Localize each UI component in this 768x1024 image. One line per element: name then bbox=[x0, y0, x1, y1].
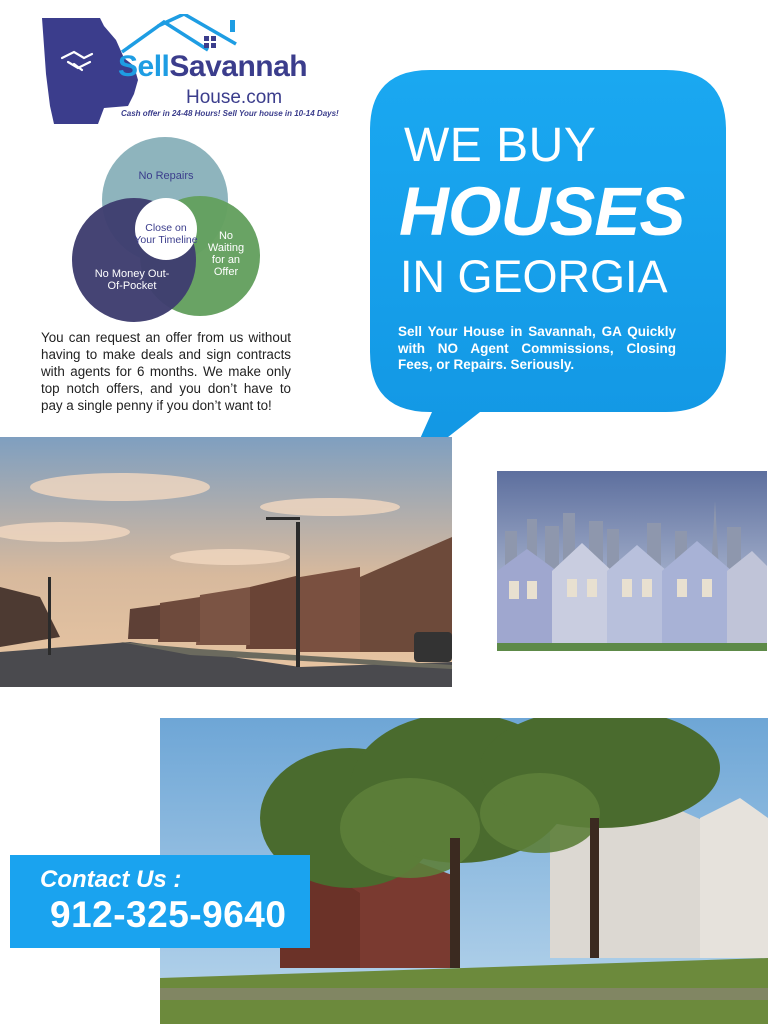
intro-paragraph: You can request an offer from us without having to make deals and sign contracts with agents for 6 months. We make only top notch offers, and you don’t have to pay a single penny if you don’t want to! bbox=[41, 330, 291, 413]
house-roof-icon bbox=[122, 14, 236, 52]
headline-subtext: Sell Your House in Savannah, GA Quickly with NO Agent Commissions, Closing Fees, or Repairs. Seriously. bbox=[398, 324, 676, 372]
contact-phone-link[interactable]: 912-325-9640 bbox=[50, 894, 287, 935]
headline-line3: IN GEORGIA bbox=[400, 251, 668, 302]
victorian-houses-photo bbox=[497, 471, 767, 651]
venn-label-left: No Money Out-Of-Pocket bbox=[94, 268, 170, 292]
contact-label: Contact Us : bbox=[40, 866, 182, 893]
logo-domain: House.com bbox=[186, 87, 283, 108]
street-sunset-photo bbox=[0, 437, 452, 687]
headline-line1: WE BUY bbox=[404, 119, 597, 172]
headline-line2: HOUSES bbox=[399, 173, 685, 250]
logo-tagline: Cash offer in 24-48 Hours! Sell Your house in 10-14 Days! bbox=[121, 109, 339, 118]
venn-label-center: Close on Your Timeline bbox=[134, 222, 198, 246]
logo-name: SellSavannah bbox=[118, 50, 308, 83]
venn-label-top: No Repairs bbox=[138, 170, 194, 182]
venn-label-right: No Waiting for an Offer bbox=[207, 230, 245, 278]
window-icon bbox=[204, 36, 216, 48]
